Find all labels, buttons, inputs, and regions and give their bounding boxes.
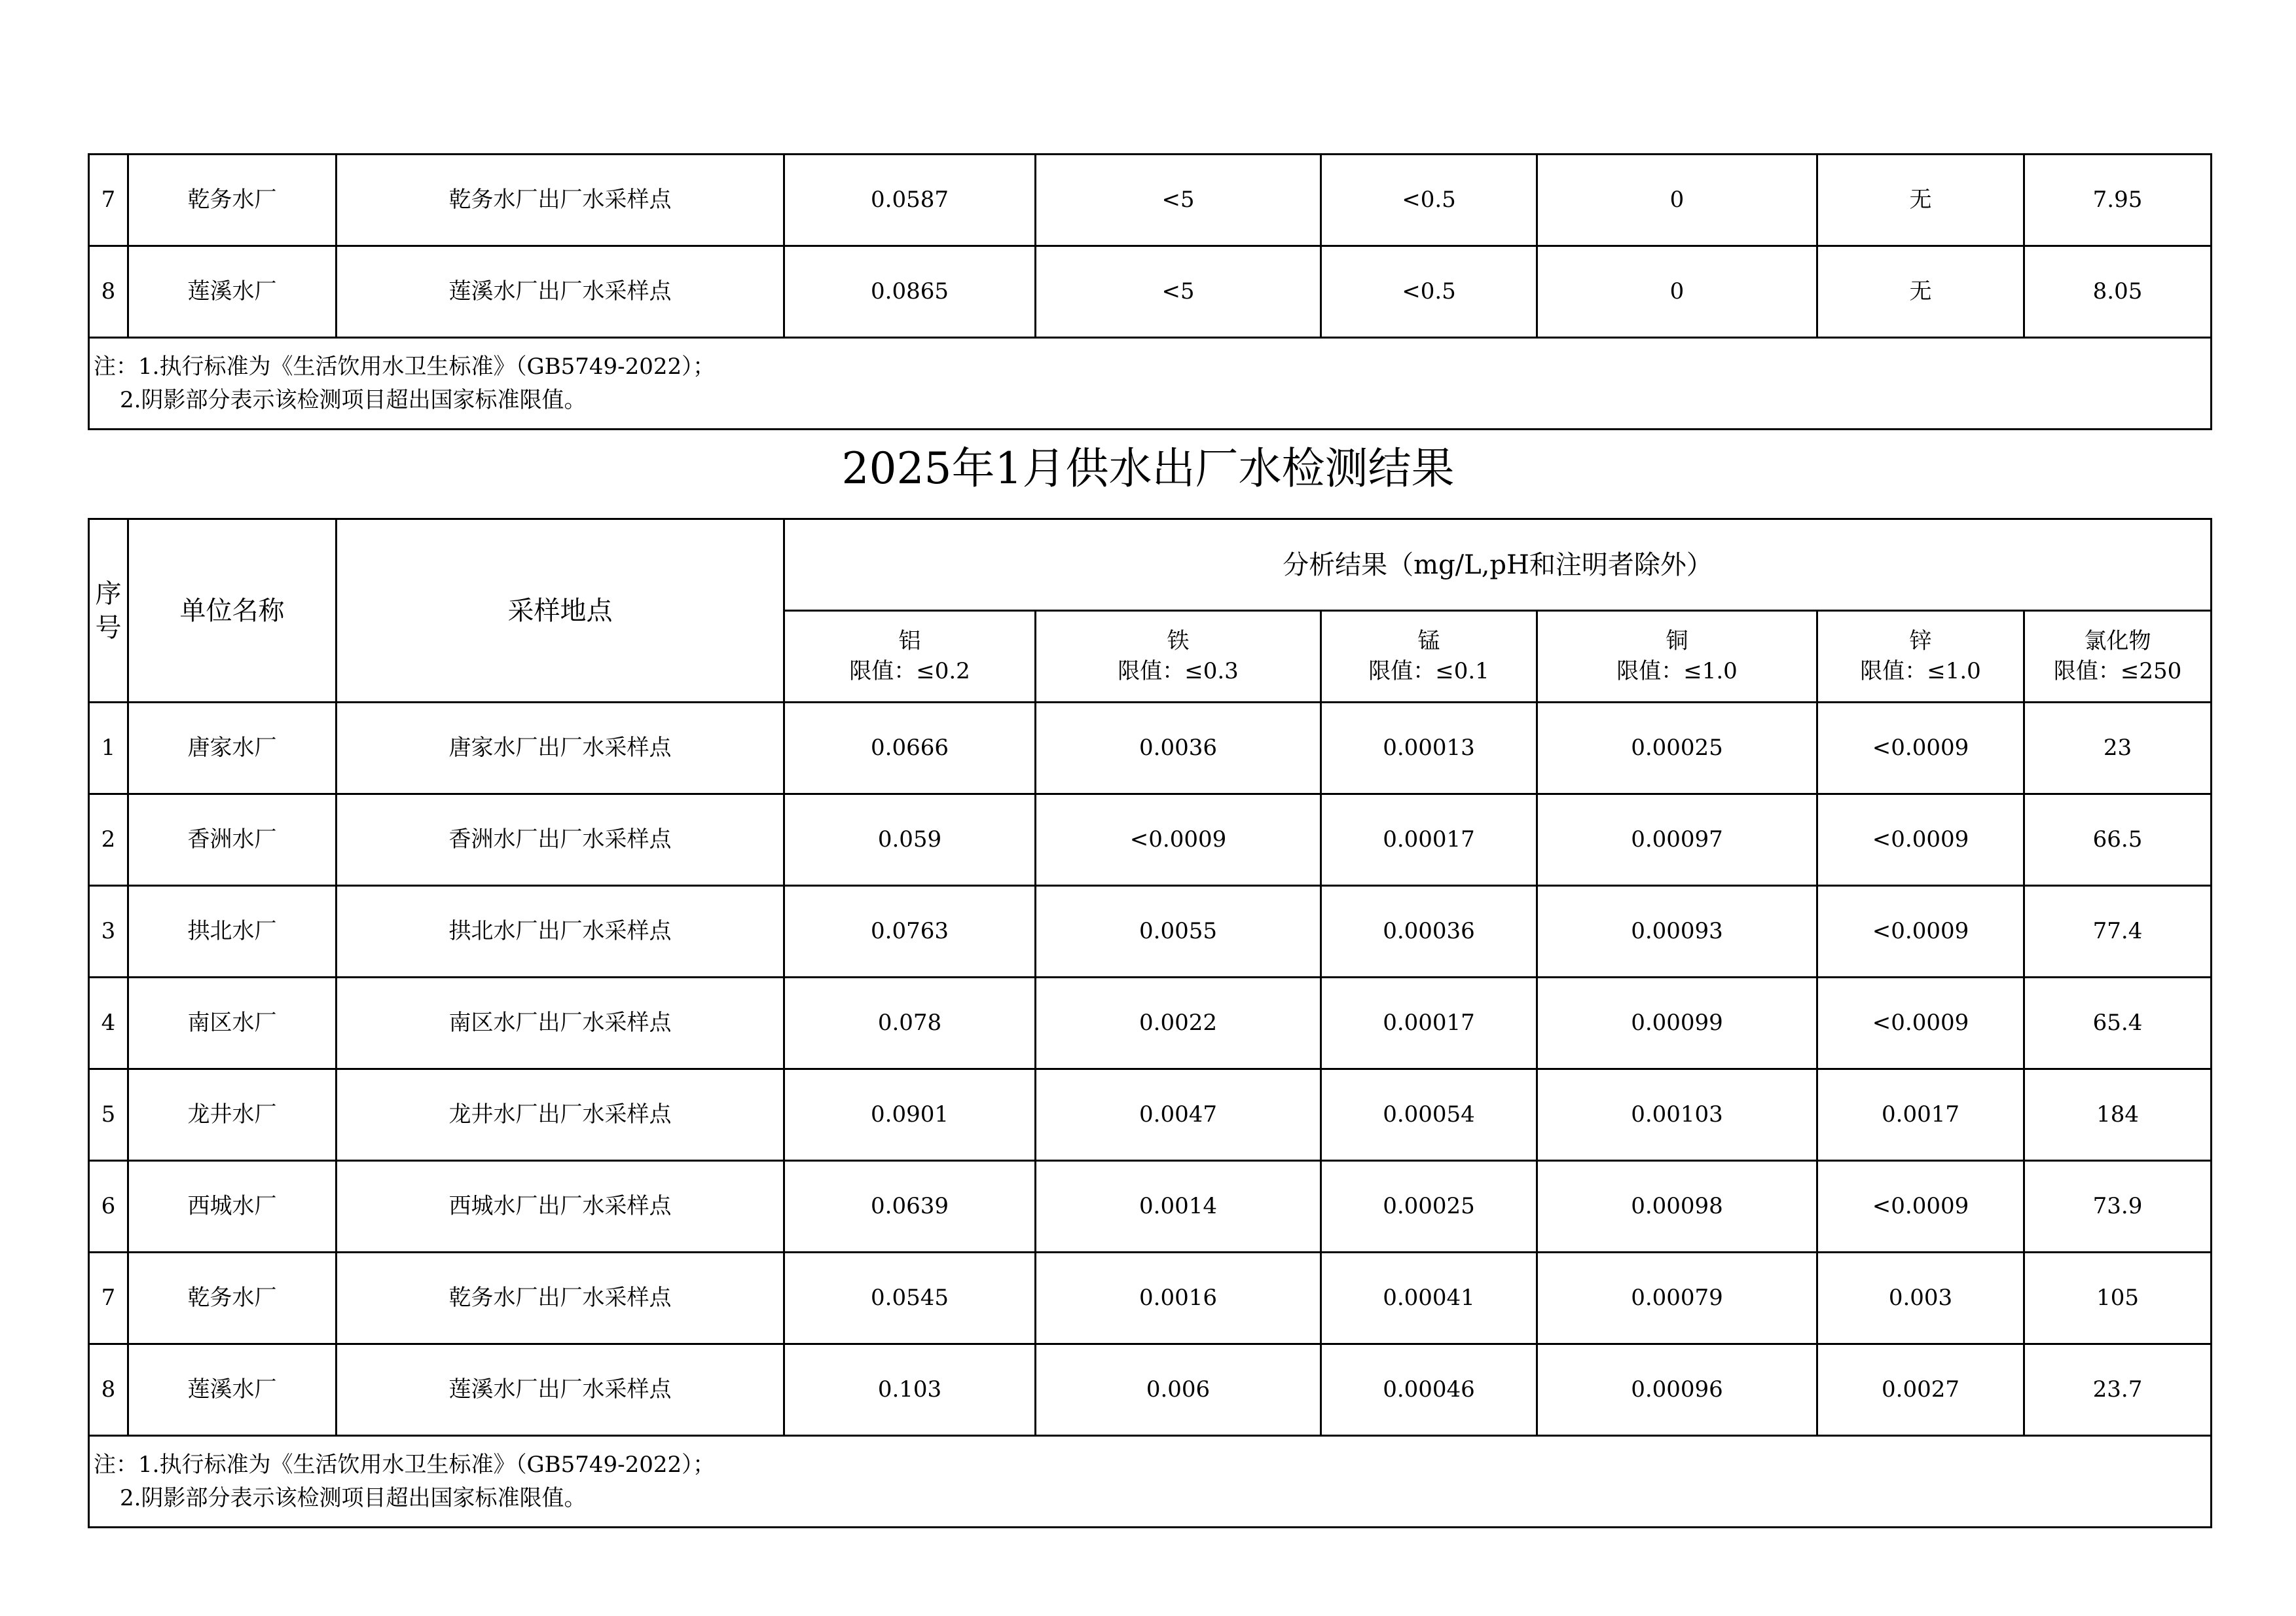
cell-c1: 0.0639 (784, 1161, 1036, 1253)
table-row (89, 1344, 2212, 1436)
cell-c4: 0.00099 (1537, 978, 1817, 1069)
table-row (89, 978, 2212, 1069)
cell-seq: 8 (89, 1344, 128, 1436)
cell-c6: 184 (2024, 1069, 2212, 1161)
header-column (1321, 611, 1537, 703)
cell-c2: <5 (1036, 155, 1321, 246)
cell-c3: <0.5 (1321, 155, 1537, 246)
cell-site: 南区水厂出厂水采样点 (337, 978, 784, 1069)
header-column-name: 铝 (898, 627, 921, 654)
cell-c1: 0.0901 (784, 1069, 1036, 1161)
cell-c1: 0.0865 (784, 246, 1036, 338)
cell-c2: <5 (1036, 246, 1321, 338)
cell-c6: 77.4 (2024, 886, 2212, 978)
cell-c5: <0.0009 (1817, 886, 2024, 978)
cell-c2: 0.0016 (1036, 1253, 1321, 1344)
cell-c1: 0.078 (784, 978, 1036, 1069)
header-analysis: 分析结果（mg/L,pH和注明者除外） (784, 519, 2212, 611)
cell-seq: 2 (89, 794, 128, 886)
header-column (2024, 611, 2212, 703)
cell-c6: 7.95 (2024, 155, 2212, 246)
cell-c6: 66.5 (2024, 794, 2212, 886)
cell-c2: 0.0055 (1036, 886, 1321, 978)
cell-c3: 0.00017 (1321, 794, 1537, 886)
table-row (89, 246, 2212, 338)
cell-c6: 23 (2024, 703, 2212, 794)
table-row (89, 886, 2212, 978)
table-row (89, 1253, 2212, 1344)
cell-c6: 105 (2024, 1253, 2212, 1344)
cell-c5: <0.0009 (1817, 978, 2024, 1069)
cell-c5: 0.003 (1817, 1253, 2024, 1344)
header-column (1817, 611, 2024, 703)
header-site: 采样地点 (337, 519, 784, 703)
cell-c5: 无 (1817, 246, 2024, 338)
cell-seq: 1 (89, 703, 128, 794)
cell-c4: 0.00096 (1537, 1344, 1817, 1436)
cell-c2: 0.0014 (1036, 1161, 1321, 1253)
cell-c5: 无 (1817, 155, 2024, 246)
header-column-limit: 限值：≤250 (2053, 657, 2182, 684)
cell-unit: 南区水厂 (128, 978, 337, 1069)
note-row (89, 1436, 2212, 1528)
cell-site: 香洲水厂出厂水采样点 (337, 794, 784, 886)
header-row (89, 519, 2212, 611)
cell-c4: 0.00025 (1537, 703, 1817, 794)
cell-c4: 0 (1537, 246, 1817, 338)
header-column (1537, 611, 1817, 703)
cell-c1: 0.0666 (784, 703, 1036, 794)
note-line-2: 2.阴影部分表示该检测项目超出国家标准限值。 (120, 1484, 587, 1511)
cell-unit: 唐家水厂 (128, 703, 337, 794)
cell-site: 拱北水厂出厂水采样点 (337, 886, 784, 978)
cell-c6: 65.4 (2024, 978, 2212, 1069)
cell-c3: 0.00036 (1321, 886, 1537, 978)
cell-c3: 0.00013 (1321, 703, 1537, 794)
header-column-limit: 限值：≤1.0 (1616, 657, 1738, 684)
header-unit: 单位名称 (128, 519, 337, 703)
header-column-limit: 限值：≤0.1 (1368, 657, 1489, 684)
cell-c5: <0.0009 (1817, 703, 2024, 794)
cell-c4: 0.00097 (1537, 794, 1817, 886)
header-column-limit: 限值：≤0.3 (1118, 657, 1239, 684)
cell-site: 唐家水厂出厂水采样点 (337, 703, 784, 794)
cell-c3: 0.00054 (1321, 1069, 1537, 1161)
cell-seq: 8 (89, 246, 128, 338)
cell-unit: 莲溪水厂 (128, 246, 337, 338)
cell-site: 西城水厂出厂水采样点 (337, 1161, 784, 1253)
cell-c2: 0.0047 (1036, 1069, 1321, 1161)
header-column (784, 611, 1036, 703)
cell-site: 乾务水厂出厂水采样点 (337, 1253, 784, 1344)
cell-unit: 西城水厂 (128, 1161, 337, 1253)
cell-c5: 0.0027 (1817, 1344, 2024, 1436)
header-column-name: 锰 (1417, 627, 1440, 654)
header-column-name: 铜 (1666, 627, 1688, 654)
note-line-2: 2.阴影部分表示该检测项目超出国家标准限值。 (120, 386, 587, 413)
cell-c1: 0.059 (784, 794, 1036, 886)
note-cell (89, 1436, 2212, 1528)
cell-seq: 3 (89, 886, 128, 978)
header-column-limit: 限值：≤0.2 (849, 657, 970, 684)
cell-c5: 0.0017 (1817, 1069, 2024, 1161)
cell-c4: 0 (1537, 155, 1817, 246)
cell-unit: 拱北水厂 (128, 886, 337, 978)
cell-c2: 0.0022 (1036, 978, 1321, 1069)
note-line-1: 注：1.执行标准为《生活饮用水卫生标准》（GB5749-2022）； (94, 1451, 716, 1478)
cell-seq: 7 (89, 155, 128, 246)
cell-unit: 乾务水厂 (128, 155, 337, 246)
cell-c1: 0.103 (784, 1344, 1036, 1436)
table-row (89, 1069, 2212, 1161)
cell-c3: 0.00046 (1321, 1344, 1537, 1436)
cell-unit: 乾务水厂 (128, 1253, 337, 1344)
cell-c3: <0.5 (1321, 246, 1537, 338)
cell-c2: 0.0036 (1036, 703, 1321, 794)
cell-c4: 0.00079 (1537, 1253, 1817, 1344)
header-column-limit: 限值：≤1.0 (1860, 657, 1981, 684)
page-title: 2025年1月供水出厂水检测结果 (841, 443, 1455, 494)
previous-results-table (88, 153, 2212, 430)
cell-unit: 香洲水厂 (128, 794, 337, 886)
header-seq: 序号 (89, 519, 128, 703)
cell-seq: 5 (89, 1069, 128, 1161)
cell-seq: 7 (89, 1253, 128, 1344)
cell-c5: <0.0009 (1817, 1161, 2024, 1253)
cell-unit: 莲溪水厂 (128, 1344, 337, 1436)
header-column-name: 氯化物 (2084, 627, 2151, 654)
cell-c4: 0.00103 (1537, 1069, 1817, 1161)
cell-c1: 0.0763 (784, 886, 1036, 978)
cell-c5: <0.0009 (1817, 794, 2024, 886)
cell-site: 龙井水厂出厂水采样点 (337, 1069, 784, 1161)
header-column (1036, 611, 1321, 703)
table-row (89, 1161, 2212, 1253)
cell-c4: 0.00098 (1537, 1161, 1817, 1253)
note-line-1: 注：1.执行标准为《生活饮用水卫生标准》（GB5749-2022）； (94, 353, 716, 380)
cell-c4: 0.00093 (1537, 886, 1817, 978)
cell-site: 莲溪水厂出厂水采样点 (337, 246, 784, 338)
note-row (89, 338, 2212, 430)
cell-c2: <0.0009 (1036, 794, 1321, 886)
cell-unit: 龙井水厂 (128, 1069, 337, 1161)
cell-c3: 0.00017 (1321, 978, 1537, 1069)
cell-site: 乾务水厂出厂水采样点 (337, 155, 784, 246)
cell-site: 莲溪水厂出厂水采样点 (337, 1344, 784, 1436)
results-table (88, 518, 2212, 1528)
cell-c3: 0.00041 (1321, 1253, 1537, 1344)
cell-c1: 0.0587 (784, 155, 1036, 246)
cell-c6: 73.9 (2024, 1161, 2212, 1253)
cell-c2: 0.006 (1036, 1344, 1321, 1436)
cell-c1: 0.0545 (784, 1253, 1036, 1344)
cell-c6: 23.7 (2024, 1344, 2212, 1436)
table-row (89, 155, 2212, 246)
table-row (89, 703, 2212, 794)
cell-seq: 6 (89, 1161, 128, 1253)
header-column-name: 锌 (1909, 627, 1932, 654)
cell-c6: 8.05 (2024, 246, 2212, 338)
note-cell (89, 338, 2212, 430)
cell-c3: 0.00025 (1321, 1161, 1537, 1253)
header-column-name: 铁 (1167, 627, 1190, 654)
table-row (89, 794, 2212, 886)
cell-seq: 4 (89, 978, 128, 1069)
